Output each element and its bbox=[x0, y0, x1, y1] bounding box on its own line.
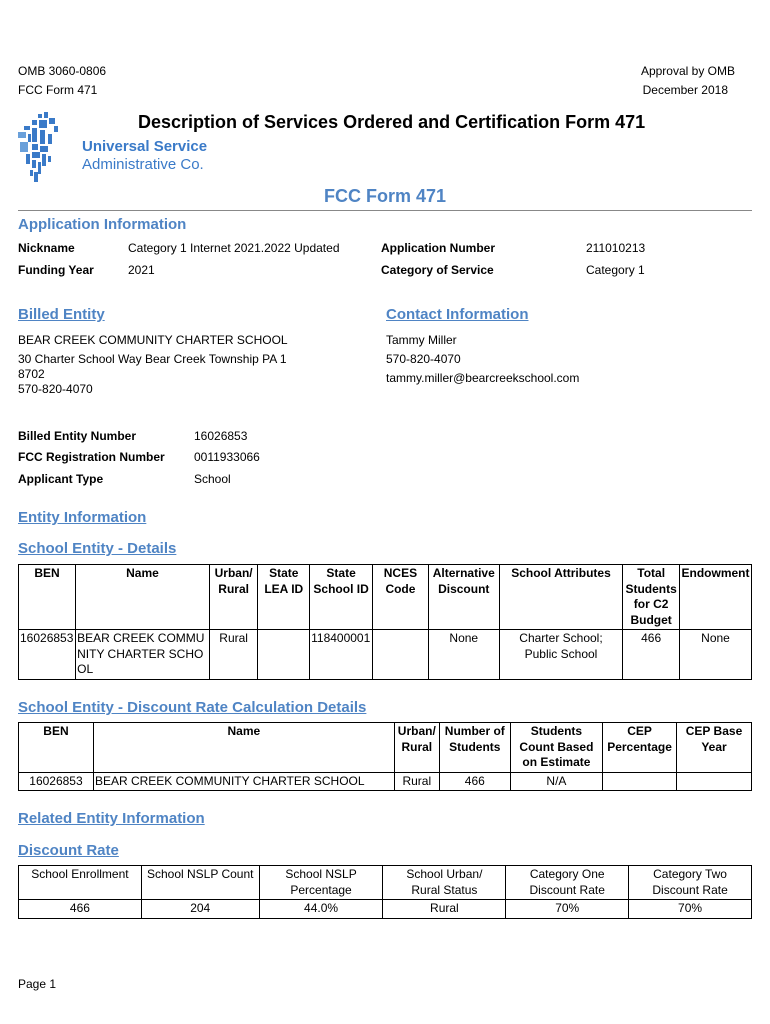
billed-entity-number-value: 16026853 bbox=[194, 429, 248, 443]
col-urban-rural: Urban/ Rural bbox=[209, 565, 258, 630]
school-entity-details-table bbox=[18, 564, 752, 680]
cell-ben: 16026853 bbox=[19, 630, 76, 680]
col-category-two-rate: Category Two Discount Rate bbox=[629, 866, 752, 900]
discount-calc-heading: School Entity - Discount Rate Calculation Details bbox=[18, 699, 367, 716]
discount-rate-table bbox=[18, 865, 752, 919]
discount-header-row bbox=[19, 866, 752, 900]
col-nslp-count: School NSLP Count bbox=[141, 866, 259, 900]
billed-entity-address-block bbox=[18, 331, 288, 397]
cell-urban-rural: Rural bbox=[394, 772, 439, 791]
cell-nslp-percentage: 44.0% bbox=[259, 900, 383, 919]
page-number: Page 1 bbox=[18, 977, 57, 991]
category-value: Category 1 bbox=[586, 263, 645, 277]
cell-school-enrollment: 466 bbox=[19, 900, 142, 919]
approval-date: December 2018 bbox=[642, 83, 728, 97]
col-alt-discount: Alternative Discount bbox=[428, 565, 499, 630]
related-entity-heading: Related Entity Information bbox=[18, 810, 205, 827]
col-name: Name bbox=[93, 723, 394, 773]
application-info-heading: Application Information bbox=[18, 216, 187, 233]
funding-year-label: Funding Year bbox=[18, 263, 94, 277]
logo-line-1: Universal Service bbox=[82, 138, 208, 155]
col-number-of-students: Number of Students bbox=[439, 723, 510, 773]
calc-header-row bbox=[19, 723, 752, 773]
discount-rate-heading: Discount Rate bbox=[18, 842, 119, 859]
col-name: Name bbox=[76, 565, 210, 630]
contact-info-heading: Contact Information bbox=[386, 306, 529, 323]
nickname-label: Nickname bbox=[18, 241, 75, 255]
form-label: FCC Form 471 bbox=[18, 83, 98, 97]
fcc-registration-label: FCC Registration Number bbox=[18, 450, 165, 464]
col-ben: BEN bbox=[19, 565, 76, 630]
billed-entity-address-line2: 8702 bbox=[18, 367, 45, 381]
col-school-attributes: School Attributes bbox=[499, 565, 623, 630]
col-school-enrollment: School Enrollment bbox=[19, 866, 142, 900]
cell-name: BEAR CREEK COMMUNITY CHARTER SCHOOL bbox=[93, 772, 394, 791]
category-label: Category of Service bbox=[381, 263, 494, 277]
approval-text: Approval by OMB bbox=[640, 64, 735, 78]
usac-logo-icon bbox=[18, 112, 76, 184]
discount-calc-table bbox=[18, 722, 752, 791]
cell-cep-percentage bbox=[603, 772, 677, 791]
cell-cep-base-year bbox=[677, 772, 752, 791]
table-row bbox=[19, 630, 752, 680]
entity-info-heading: Entity Information bbox=[18, 509, 147, 526]
omb-number: OMB 3060-0806 bbox=[18, 64, 107, 78]
cell-count-based-estimate: N/A bbox=[510, 772, 602, 791]
col-count-based-estimate: Students Count Based on Estimate bbox=[510, 723, 602, 773]
contact-block bbox=[386, 331, 579, 388]
cell-endowment: None bbox=[680, 630, 752, 680]
cell-urban-rural: Rural bbox=[209, 630, 258, 680]
table-row bbox=[19, 900, 752, 919]
cell-nces bbox=[373, 630, 429, 680]
cell-number-of-students: 466 bbox=[439, 772, 510, 791]
cell-total-students: 466 bbox=[623, 630, 680, 680]
fcc-registration-value: 0011933066 bbox=[194, 450, 260, 464]
col-nslp-percentage: School NSLP Percentage bbox=[259, 866, 383, 900]
cell-state-lea bbox=[258, 630, 310, 680]
cell-state-school: 118400001 bbox=[310, 630, 373, 680]
applicant-type-value: School bbox=[194, 472, 231, 486]
cell-alt-discount: None bbox=[428, 630, 499, 680]
billed-entity-heading: Billed Entity bbox=[18, 306, 105, 323]
logo-line-2: Administrative Co. bbox=[82, 156, 204, 173]
billed-entity-phone: 570-820-4070 bbox=[18, 382, 93, 396]
billed-entity-name: BEAR CREEK COMMUNITY CHARTER SCHOOL bbox=[18, 333, 288, 347]
application-number-value: 211010213 bbox=[586, 241, 646, 255]
col-cep-base-year: CEP Base Year bbox=[677, 723, 752, 773]
details-header-row bbox=[19, 565, 752, 630]
funding-year-value: 2021 bbox=[128, 263, 155, 277]
col-urban-rural: Urban/ Rural bbox=[394, 723, 439, 773]
col-endowment: Endowment bbox=[680, 565, 752, 630]
cell-category-one-rate: 70% bbox=[506, 900, 629, 919]
form-title: FCC Form 471 bbox=[323, 186, 447, 206]
col-state-school: State School ID bbox=[310, 565, 373, 630]
billed-entity-number-label: Billed Entity Number bbox=[18, 429, 137, 443]
document-title: Description of Services Ordered and Certification Form 471 bbox=[138, 112, 646, 132]
cell-school-attributes: Charter School; Public School bbox=[499, 630, 623, 680]
billed-entity-address-line1: 30 Charter School Way Bear Creek Township PA 1 bbox=[18, 352, 287, 366]
cell-category-two-rate: 70% bbox=[629, 900, 752, 919]
col-category-one-rate: Category One Discount Rate bbox=[506, 866, 629, 900]
contact-email: tammy.miller@bearcreekschool.com bbox=[386, 371, 580, 385]
table-row bbox=[19, 772, 752, 791]
applicant-type-label: Applicant Type bbox=[18, 472, 104, 486]
col-urban-rural-status: School Urban/ Rural Status bbox=[383, 866, 506, 900]
application-number-label: Application Number bbox=[381, 241, 496, 255]
title-divider bbox=[18, 210, 752, 211]
col-nces: NCES Code bbox=[373, 565, 429, 630]
col-total-students: Total Students for C2 Budget bbox=[623, 565, 680, 630]
cell-ben: 16026853 bbox=[19, 772, 94, 791]
cell-urban-rural-status: Rural bbox=[383, 900, 506, 919]
nickname-value: Category 1 Internet 2021.2022 Updated bbox=[128, 241, 340, 255]
contact-phone: 570-820-4070 bbox=[386, 352, 461, 366]
contact-name: Tammy Miller bbox=[386, 333, 457, 347]
cell-name: BEAR CREEK COMMU NITY CHARTER SCHO OL bbox=[76, 630, 210, 680]
col-state-lea: State LEA ID bbox=[258, 565, 310, 630]
cell-nslp-count: 204 bbox=[141, 900, 259, 919]
col-ben: BEN bbox=[19, 723, 94, 773]
usac-logo-text bbox=[82, 138, 207, 174]
col-cep-percentage: CEP Percentage bbox=[603, 723, 677, 773]
school-entity-details-heading: School Entity - Details bbox=[18, 540, 177, 557]
